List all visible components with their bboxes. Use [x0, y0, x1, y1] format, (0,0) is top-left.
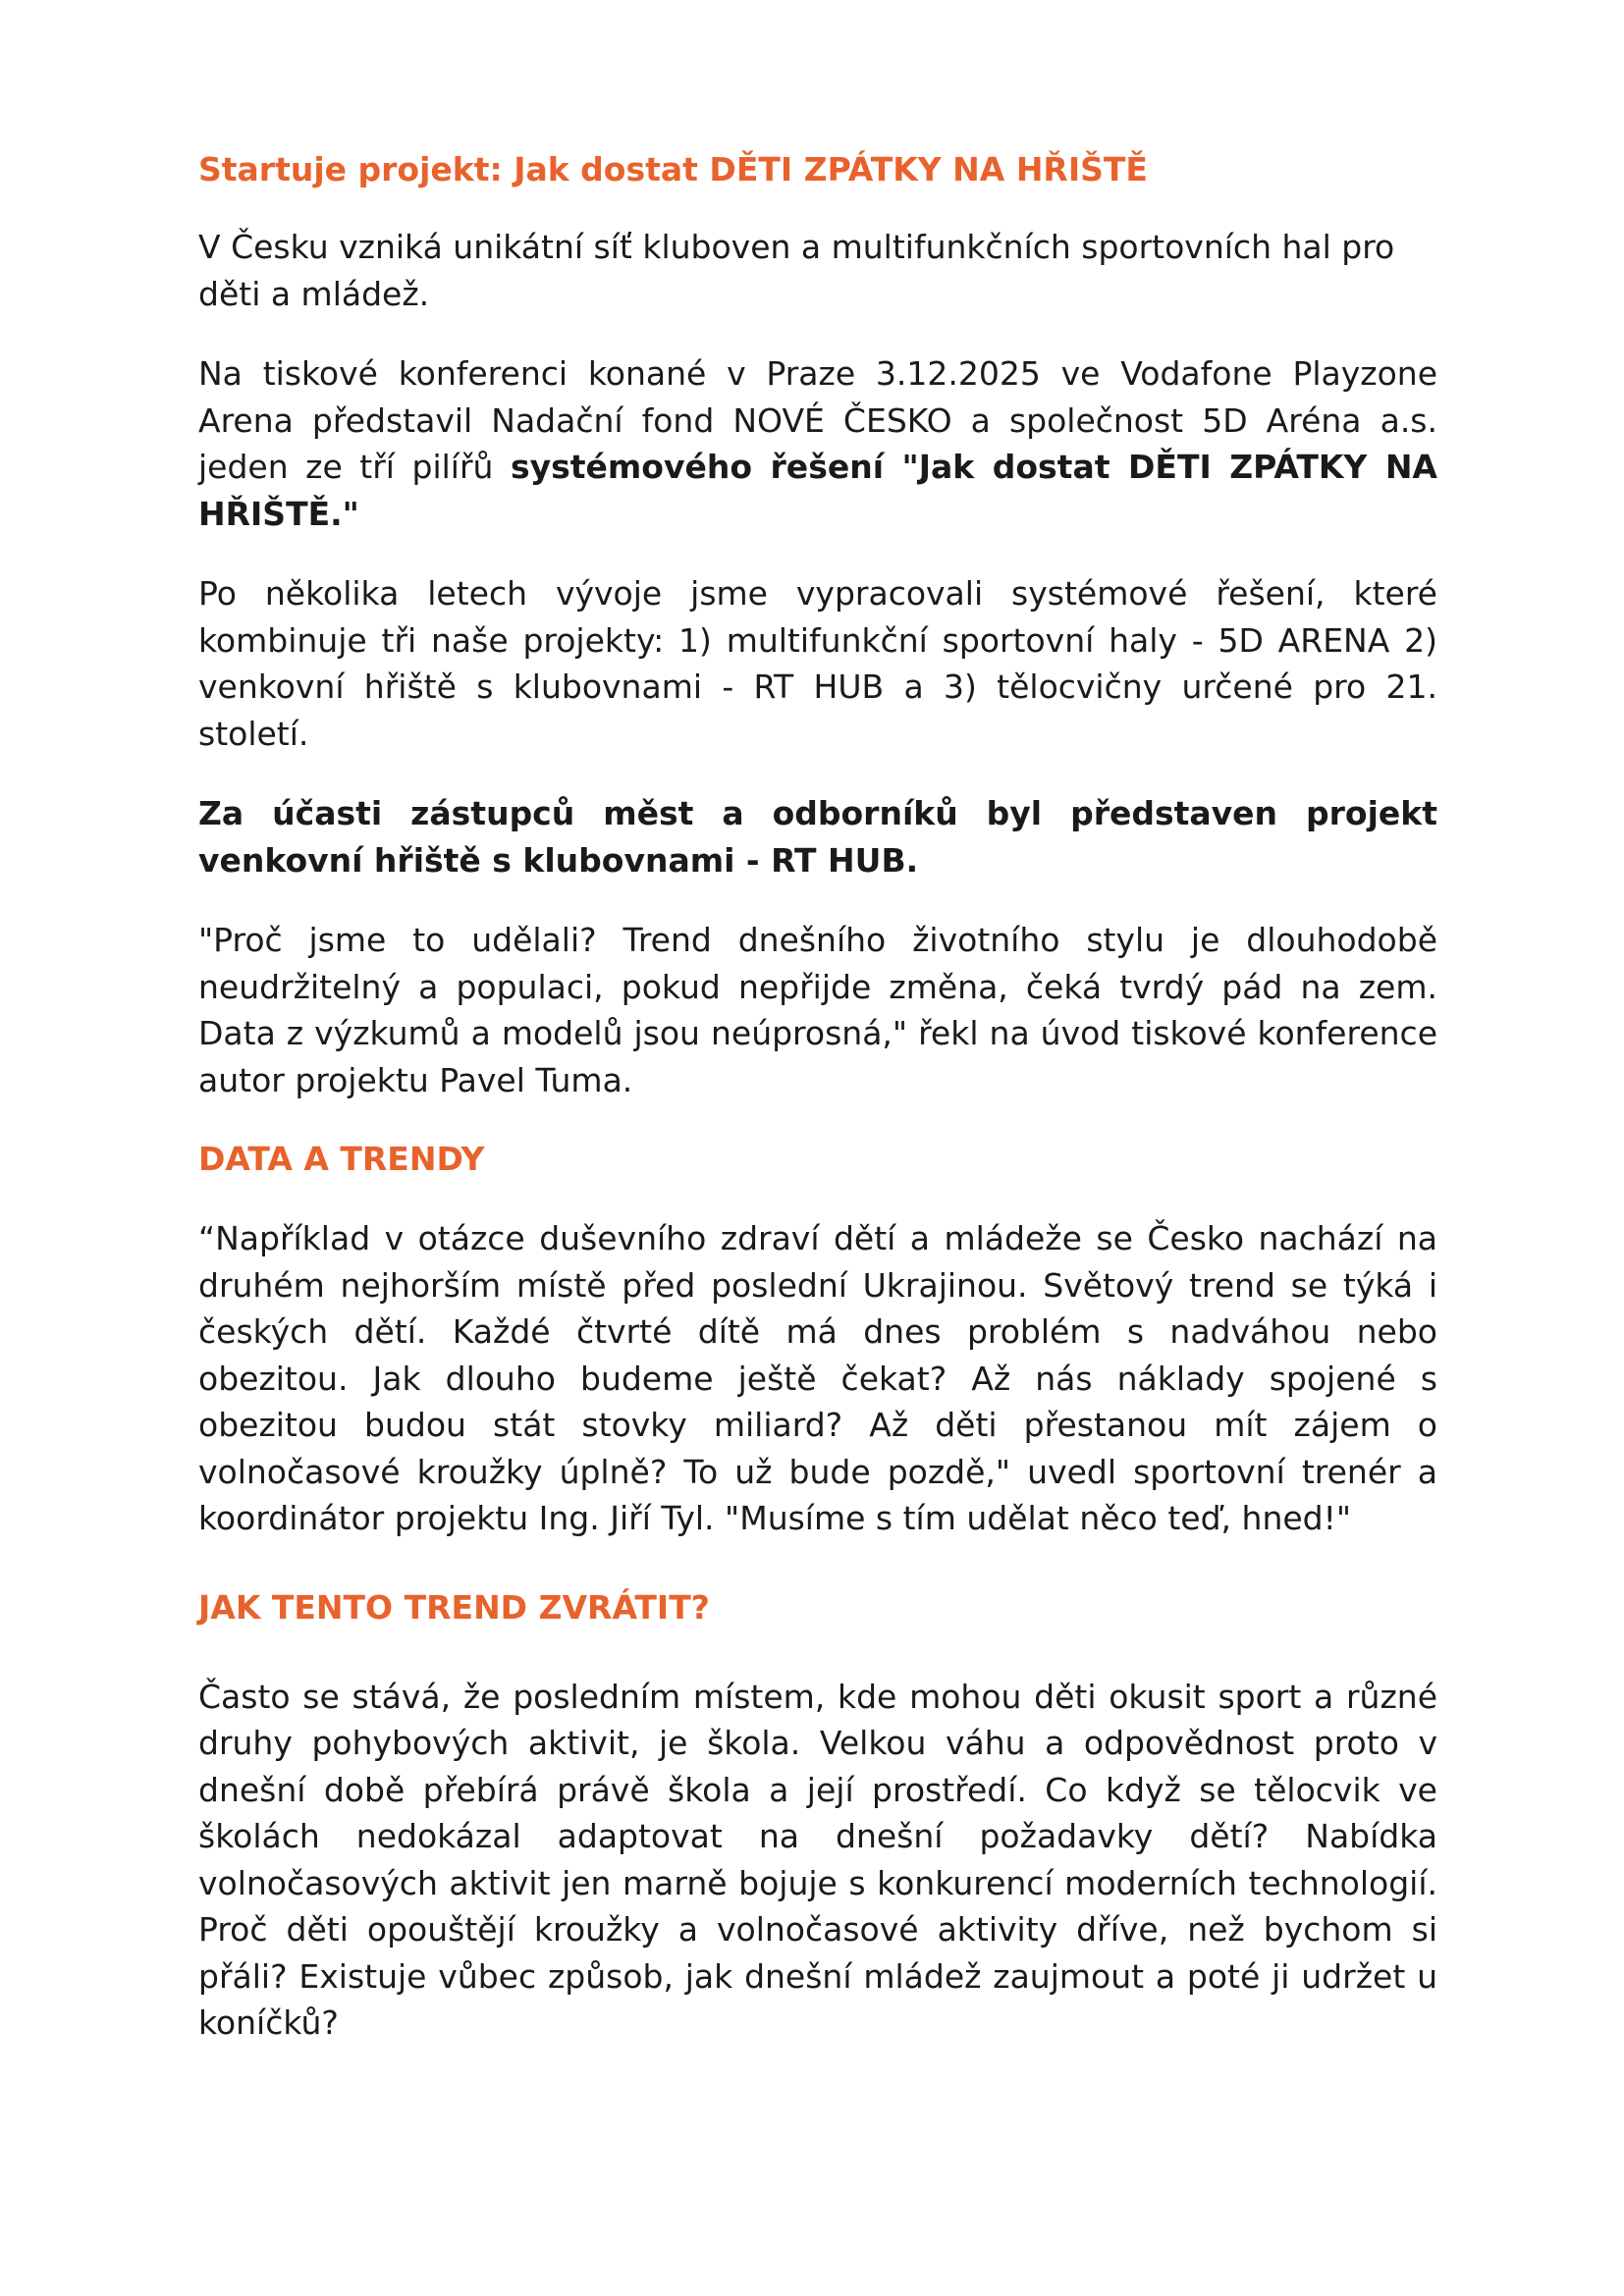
intro-paragraph: V Česku vzniká unikátní síť kluboven a multifunkčních sportovních hal pro děti a mládež. [198, 228, 1395, 313]
section-data-paragraph: “Například v otázce duševního zdraví dětí a mládeže se Česko nachází na druhém nejhorším místě před poslední Ukrajinou. Světový trend se týká i českých dětí. Každé čtvrté dítě má dnes problém s nadváhou nebo obezitou. Jak dlouho budeme ještě čekat? Až nás náklady spojené s obezitou budou stát stovky miliard? Až děti přestanou mít zájem o volnočasové kroužky úplně? To už bude pozdě," uvedl sportovní trenér a koordinátor projektu Ing. Jiří Tyl. "Musíme s tím udělat něco teď, hned!" [198, 1219, 1437, 1537]
presented-paragraph: Za účasti zástupců měst a odborníků byl představen projekt venkovní hřiště s klubovnami - RT HUB. [198, 794, 1437, 880]
press-conference-bold: systémového řešení "Jak dostat DĚTI ZPÁTKY NA HŘIŠTĚ." [198, 448, 1437, 533]
press-conference-text: Na tiskové konferenci konané v Praze 3.12.2025 ve Vodafone Playzone Arena představil Nadační fond NOVÉ ČESKO a společnost 5D Aréna a.s. jeden ze tří pilířů [198, 354, 1437, 486]
section-reverse-title: JAK TENTO TREND ZVRÁTIT? [198, 1587, 710, 1627]
development-paragraph: Po několika letech vývoje jsme vypracovali systémové řešení, které kombinuje tři naše projekty: 1) multifunkční sportovní haly - 5D ARENA 2) venkovní hřiště s klubovnami - RT HUB a 3) tělocvičny určené pro 21. století. [198, 574, 1437, 753]
article-heading: Startuje projekt: Jak dostat DĚTI ZPÁTKY NA HŘIŠTĚ [198, 150, 1148, 188]
quote-tuma-paragraph: "Proč jsme to udělali? Trend dnešního životního stylu je dlouhodobě neudržitelný a populaci, pokud nepřijde změna, čeká tvrdý pád na zem. Data z výzkumů a modelů jsou neúprosná," řekl na úvod tiskové konference autor projektu Pavel Tuma. [198, 921, 1437, 1099]
section-data-title: DATA A TRENDY [198, 1140, 485, 1178]
section-reverse-paragraph: Často se stává, že posledním místem, kde mohou děti okusit sport a různé druhy pohybových aktivit, je škola. Velkou váhu a odpovědnost proto v dnešní době přebírá právě škola a její prostředí. Co když se tělocvik ve školách nedokázal adaptovat na dnešní požadavky dětí? Nabídka volnočasových aktivit jen marně bojuje s konkurencí moderních technologií. Proč děti opouštějí kroužky a volnočasové aktivity dříve, než bychom si přáli? Existuje vůbec způsob, jak dnešní mládež zaujmout a poté ji udržet u koníčků? [198, 1677, 1437, 2042]
document-page [198, 147, 1437, 2047]
press-conference-paragraph [198, 350, 1437, 537]
